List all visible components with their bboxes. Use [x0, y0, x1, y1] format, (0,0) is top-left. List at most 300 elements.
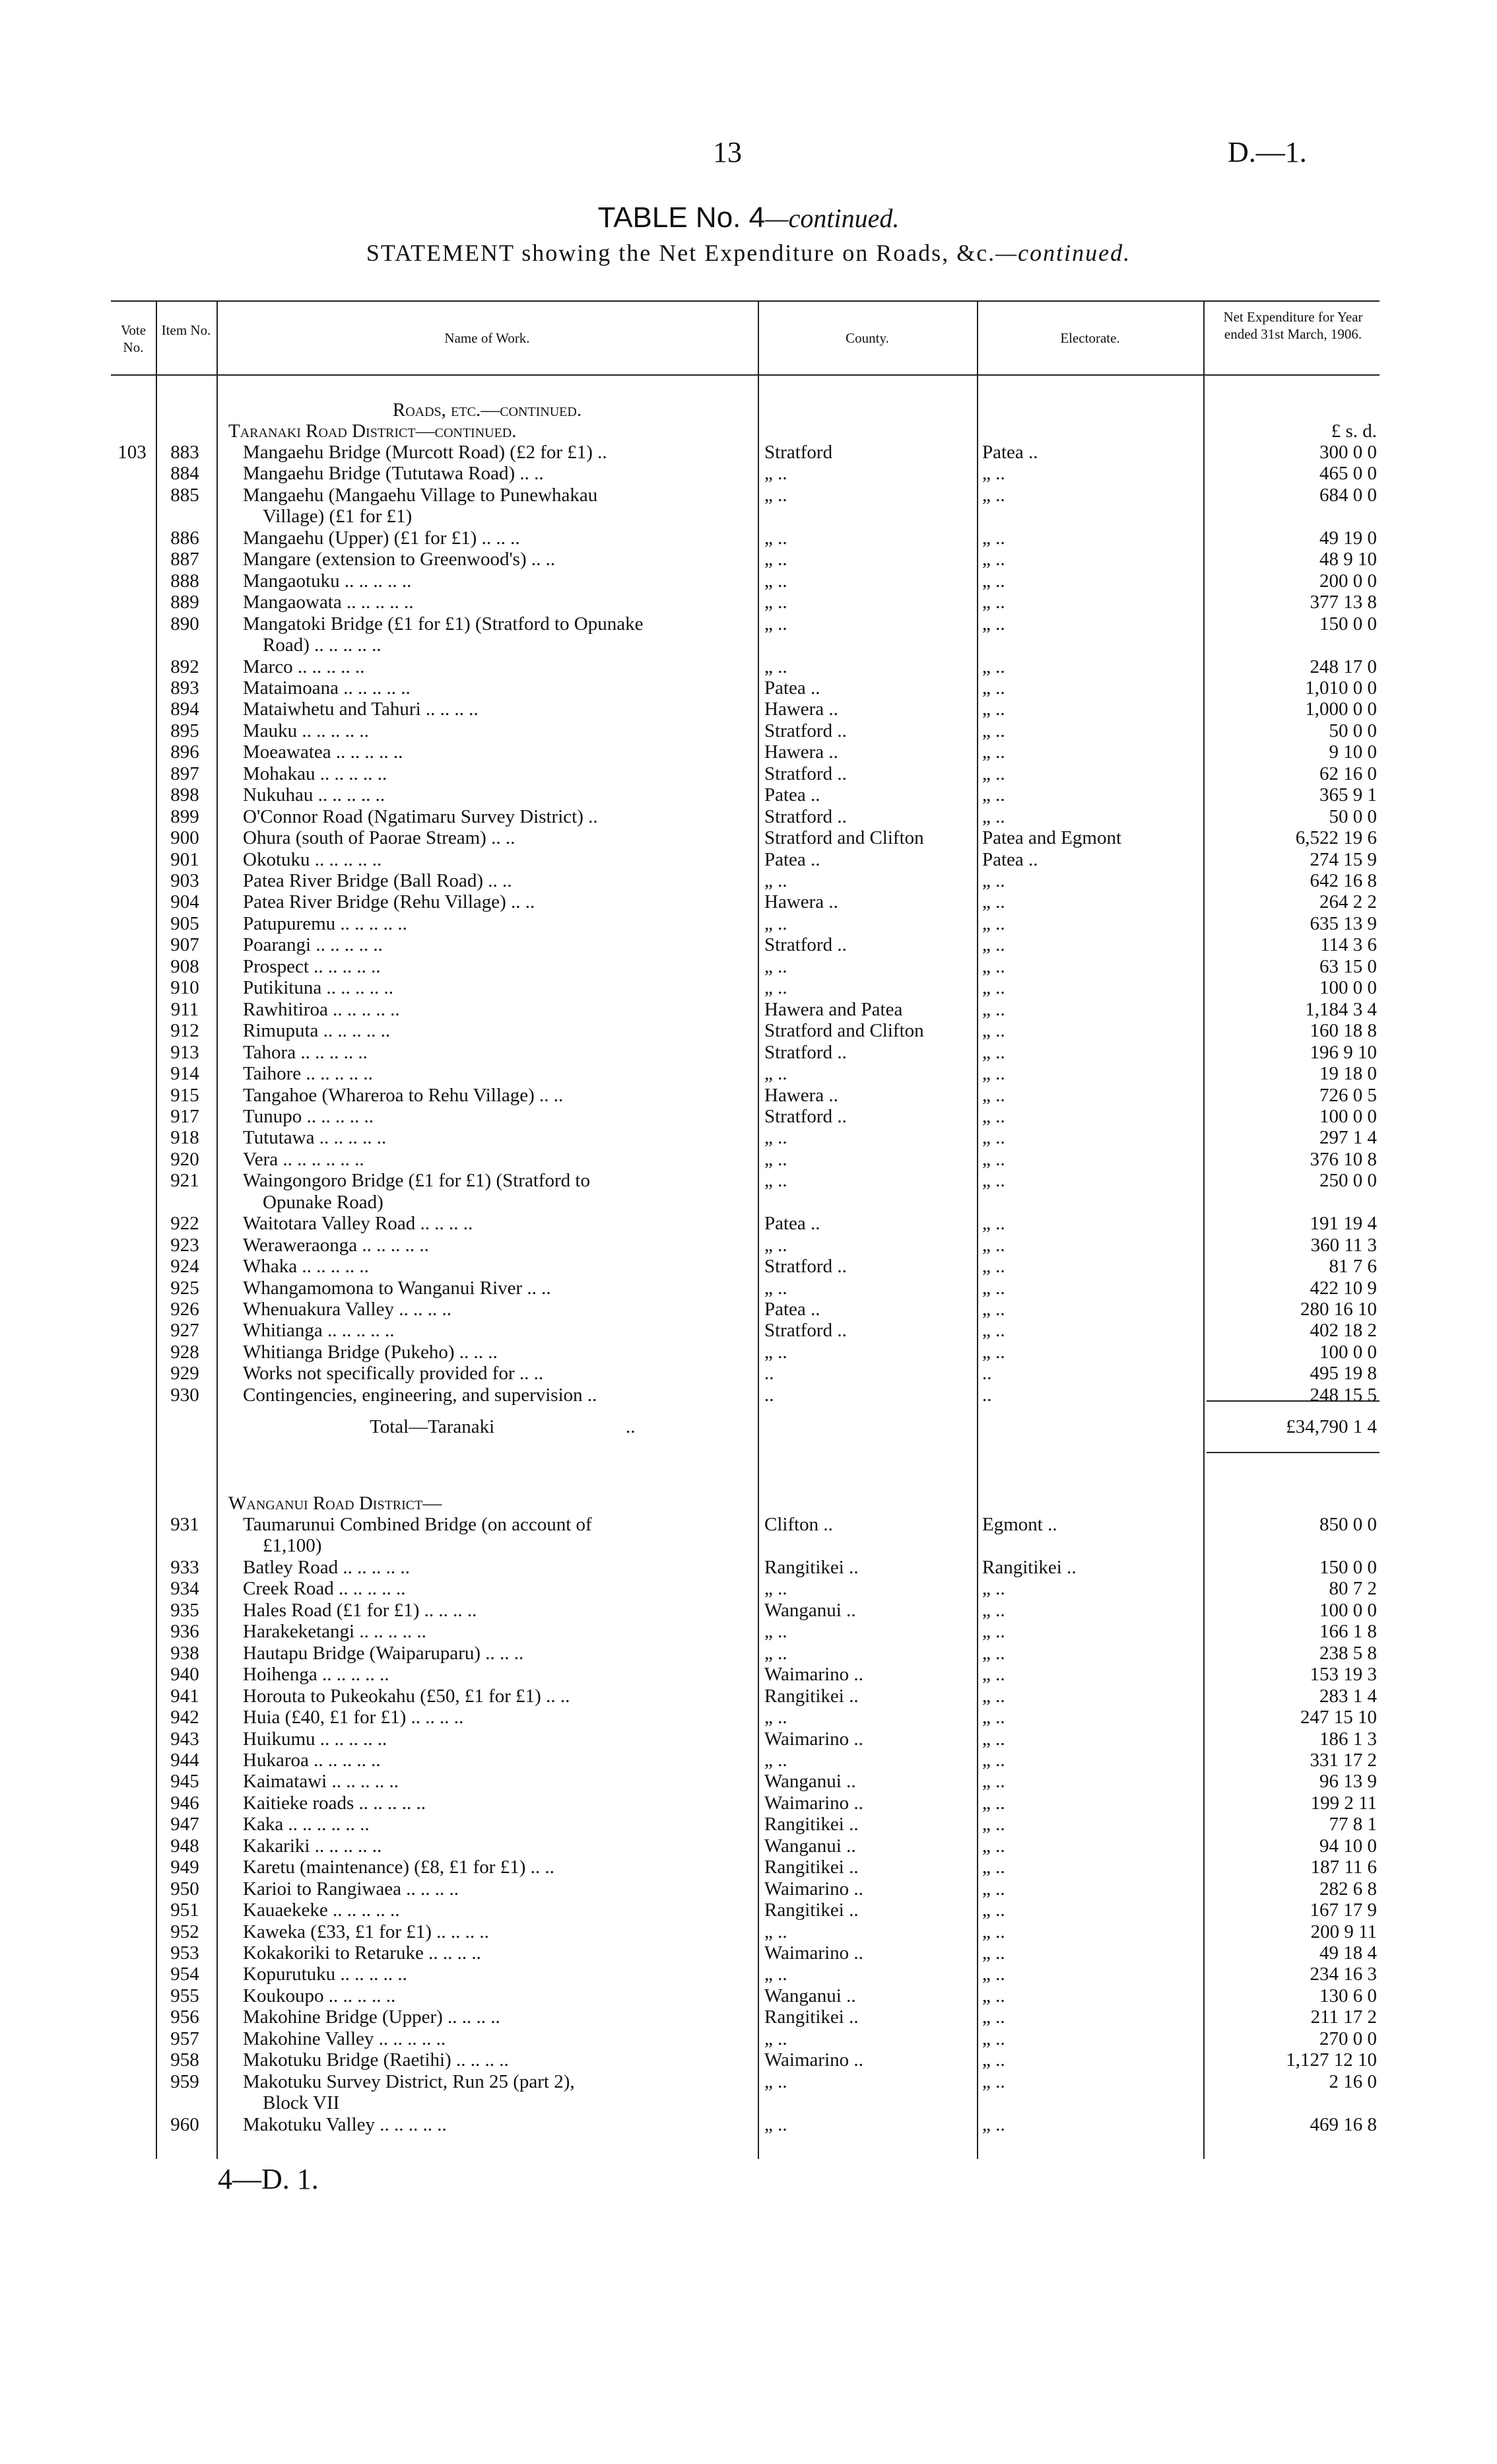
- electorate-cell: „ ..: [982, 1899, 1005, 1921]
- net-expenditure-cell: 422 10 9: [1310, 1277, 1377, 1299]
- electorate-cell: „ ..: [982, 2006, 1005, 2028]
- work-name-cell: Waingongoro Bridge (£1 for £1) (Stratford to: [243, 1170, 590, 1192]
- electorate-cell: „ ..: [982, 1921, 1005, 1942]
- work-name-cell: Mangaowata .. .. .. .. ..: [243, 592, 414, 613]
- electorate-cell: „ ..: [982, 1685, 1005, 1707]
- county-cell: „ ..: [764, 2070, 787, 2092]
- net-expenditure-cell: 360 11 3: [1310, 1234, 1377, 1256]
- net-expenditure-cell: 1,184 3 4: [1305, 998, 1377, 1020]
- total-rule: [1207, 1400, 1380, 1402]
- county-cell: „ ..: [764, 870, 787, 891]
- table-row: [111, 934, 1380, 955]
- work-name-cell: Makotuku Bridge (Raetihi) .. .. .. ..: [243, 2049, 509, 2071]
- work-name-cell: Hukaroa .. .. .. .. ..: [243, 1749, 381, 1771]
- county-cell: „ ..: [764, 1277, 787, 1299]
- work-name-cell: Huia (£40, £1 for £1) .. .. .. ..: [243, 1707, 464, 1728]
- table-row: [111, 763, 1380, 784]
- work-name-cell: Karetu (maintenance) (£8, £1 for £1) .. ..: [243, 1857, 554, 1878]
- item-number-cell: 922: [170, 1213, 199, 1235]
- item-number-cell: 898: [170, 784, 199, 806]
- county-cell: „ ..: [764, 527, 787, 549]
- net-expenditure-cell: 19 18 0: [1319, 1063, 1377, 1085]
- net-expenditure-cell: 150 0 0: [1319, 1556, 1377, 1578]
- table-row: [111, 2028, 1380, 2049]
- net-expenditure-cell: 100 0 0: [1319, 1105, 1377, 1127]
- item-number-cell: 913: [170, 1041, 199, 1063]
- table-subtitle: [0, 239, 1497, 267]
- county-cell: Stratford ..: [764, 720, 847, 741]
- work-name-cell: Mangaehu Bridge (Tututawa Road) .. ..: [243, 463, 544, 485]
- electorate-cell: „ ..: [982, 741, 1005, 763]
- electorate-cell: „ ..: [982, 1642, 1005, 1664]
- work-name-cell: Patea River Bridge (Ball Road) .. ..: [243, 870, 512, 891]
- table-row: [111, 1921, 1380, 1942]
- table-row: [111, 549, 1380, 570]
- table-row: [111, 1299, 1380, 1320]
- item-number-cell: 914: [170, 1063, 199, 1085]
- table-row: [111, 1149, 1380, 1170]
- electorate-cell: Patea ..: [982, 442, 1038, 463]
- net-expenditure-cell: 166 1 8: [1319, 1621, 1377, 1643]
- net-expenditure-cell: 274 15 9: [1310, 848, 1377, 870]
- work-name-cell: Makohine Bridge (Upper) .. .. .. ..: [243, 2006, 500, 2028]
- table-row: [111, 741, 1380, 763]
- work-name-cell: Taihore .. .. .. .. ..: [243, 1063, 373, 1085]
- county-cell: Waimarino ..: [764, 1792, 863, 1814]
- county-cell: Stratford ..: [764, 1105, 847, 1127]
- electorate-cell: Rangitikei ..: [982, 1556, 1077, 1578]
- county-cell: „ ..: [764, 1621, 787, 1643]
- work-name-cell: Nukuhau .. .. .. .. ..: [243, 784, 385, 806]
- electorate-cell: „ ..: [982, 656, 1005, 677]
- county-cell: Rangitikei ..: [764, 1556, 859, 1578]
- net-expenditure-cell: 264 2 2: [1319, 891, 1377, 913]
- work-name-cell: Hoihenga .. .. .. .. ..: [243, 1664, 389, 1686]
- work-name-cell: Rimuputa .. .. .. .. ..: [243, 1020, 391, 1042]
- item-number-cell: 895: [170, 720, 199, 741]
- table-row: [111, 1707, 1380, 1728]
- electorate-cell: „ ..: [982, 1878, 1005, 1899]
- electorate-cell: „ ..: [982, 1792, 1005, 1814]
- work-name-cell: Works not specifically provided for .. ..: [243, 1363, 544, 1385]
- table-row: [111, 1964, 1380, 1985]
- county-cell: „ ..: [764, 484, 787, 506]
- work-name-cell: Vera .. .. .. .. .. ..: [243, 1148, 364, 1170]
- county-cell: Stratford ..: [764, 805, 847, 827]
- work-name-cell: Mataimoana .. .. .. .. ..: [243, 677, 411, 699]
- item-number-cell: 934: [170, 1578, 199, 1600]
- county-cell: Patea ..: [764, 677, 820, 699]
- table-row: [111, 2092, 1380, 2113]
- currency-header: £ s. d.: [1331, 421, 1377, 442]
- item-number-cell: 951: [170, 1899, 199, 1921]
- item-number-cell: 943: [170, 1728, 199, 1750]
- net-expenditure-cell: 1,127 12 10: [1286, 2049, 1377, 2071]
- electorate-cell: „ ..: [982, 1277, 1005, 1299]
- county-cell: Patea ..: [764, 784, 820, 806]
- table-row: [111, 1621, 1380, 1642]
- net-expenditure-cell: 160 18 8: [1310, 1020, 1377, 1042]
- county-cell: „ ..: [764, 1964, 787, 1985]
- net-expenditure-cell: 6,522 19 6: [1295, 827, 1377, 849]
- item-number-cell: 897: [170, 763, 199, 784]
- work-name-cell: Kaweka (£33, £1 for £1) .. .. .. ..: [243, 1921, 489, 1942]
- work-name-cell: Horouta to Pukeokahu (£50, £1 for £1) .. ..: [243, 1685, 570, 1707]
- table-row: [111, 2049, 1380, 2070]
- item-number-cell: 886: [170, 527, 199, 549]
- county-cell: „ ..: [764, 912, 787, 934]
- work-name-cell: Block VII: [263, 2092, 340, 2114]
- electorate-cell: „ ..: [982, 1127, 1005, 1149]
- county-cell: Stratford ..: [764, 1041, 847, 1063]
- county-cell: „ ..: [764, 1642, 787, 1664]
- table-row: [111, 1063, 1380, 1084]
- table-row: [111, 570, 1380, 592]
- net-expenditure-cell: 248 17 0: [1310, 656, 1377, 677]
- work-name-cell: Mangaehu (Mangaehu Village to Punewhakau: [243, 484, 598, 506]
- work-name-cell: Okotuku .. .. .. .. ..: [243, 848, 382, 870]
- item-number-cell: 889: [170, 592, 199, 613]
- electorate-cell: „ ..: [982, 1256, 1005, 1278]
- county-cell: „ ..: [764, 955, 787, 977]
- county-cell: Rangitikei ..: [764, 1857, 859, 1878]
- electorate-cell: „ ..: [982, 2049, 1005, 2071]
- item-number-cell: 892: [170, 656, 199, 677]
- county-cell: Stratford and Clifton: [764, 1020, 924, 1042]
- work-name-cell: Hautapu Bridge (Waiparuparu) .. .. ..: [243, 1642, 524, 1664]
- electorate-cell: „ ..: [982, 1664, 1005, 1686]
- item-number-cell: 911: [170, 998, 199, 1020]
- net-expenditure-cell: 191 19 4: [1310, 1213, 1377, 1235]
- county-cell: Stratford: [764, 442, 833, 463]
- electorate-cell: „ ..: [982, 1105, 1005, 1127]
- item-number-cell: 920: [170, 1148, 199, 1170]
- net-expenditure-cell: 282 6 8: [1319, 1878, 1377, 1899]
- county-cell: Rangitikei ..: [764, 1685, 859, 1707]
- item-number-cell: 918: [170, 1127, 199, 1149]
- table-title: [0, 201, 1497, 234]
- electorate-cell: „ ..: [982, 1835, 1005, 1857]
- item-number-cell: 925: [170, 1277, 199, 1299]
- table-row: [111, 1686, 1380, 1707]
- item-number-cell: 940: [170, 1664, 199, 1686]
- net-expenditure-cell: 250 0 0: [1319, 1170, 1377, 1192]
- county-cell: Hawera ..: [764, 741, 838, 763]
- electorate-cell: „ ..: [982, 1964, 1005, 1985]
- work-name-cell: Kakariki .. .. .. .. ..: [243, 1835, 382, 1857]
- net-expenditure-cell: 365 9 1: [1319, 784, 1377, 806]
- county-cell: „ ..: [764, 592, 787, 613]
- electorate-cell: „ ..: [982, 1063, 1005, 1085]
- county-cell: Hawera ..: [764, 1084, 838, 1106]
- table-row: [111, 592, 1380, 613]
- electorate-cell: „ ..: [982, 484, 1005, 506]
- work-name-cell: Huikumu .. .. .. .. ..: [243, 1728, 387, 1750]
- net-expenditure-cell: 81 7 6: [1329, 1256, 1377, 1278]
- work-name-cell: Opunake Road): [263, 1191, 383, 1213]
- district-heading-row: [111, 1493, 1380, 1514]
- electorate-cell: Patea and Egmont: [982, 827, 1122, 849]
- electorate-cell: „ ..: [982, 1942, 1005, 1964]
- county-cell: „ ..: [764, 570, 787, 592]
- item-number-cell: 941: [170, 1685, 199, 1707]
- table-row: [111, 977, 1380, 998]
- item-number-cell: 944: [170, 1749, 199, 1771]
- item-number-cell: 935: [170, 1599, 199, 1621]
- wanganui-heading: Wanganui Road District—: [228, 1493, 442, 1514]
- county-cell: „ ..: [764, 613, 787, 634]
- item-number-cell: 957: [170, 2028, 199, 2049]
- table-row: [111, 506, 1380, 527]
- electorate-cell: „ ..: [982, 1041, 1005, 1063]
- work-name-cell: Batley Road .. .. .. .. ..: [243, 1556, 410, 1578]
- item-number-cell: 890: [170, 613, 199, 634]
- table-row: [111, 849, 1380, 870]
- expenditure-table: [111, 300, 1380, 2159]
- electorate-cell: „ ..: [982, 463, 1005, 485]
- electorate-cell: Patea ..: [982, 848, 1038, 870]
- item-number-cell: 942: [170, 1707, 199, 1728]
- table-row: [111, 1085, 1380, 1106]
- electorate-cell: „ ..: [982, 2113, 1005, 2135]
- net-expenditure-cell: 238 5 8: [1319, 1642, 1377, 1664]
- header-vote: Vote No.: [120, 322, 147, 355]
- table-row: [111, 913, 1380, 934]
- work-name-cell: Whitianga Bridge (Pukeho) .. .. ..: [243, 1341, 498, 1363]
- item-number-cell: 958: [170, 2049, 199, 2071]
- item-number-cell: 930: [170, 1384, 199, 1406]
- electorate-cell: „ ..: [982, 1814, 1005, 1835]
- table-title-continued: —continued.: [765, 203, 900, 233]
- work-name-cell: Kauaekeke .. .. .. .. ..: [243, 1899, 400, 1921]
- electorate-cell: „ ..: [982, 763, 1005, 784]
- table-row: [111, 1106, 1380, 1127]
- net-expenditure-cell: 200 0 0: [1319, 570, 1377, 592]
- net-expenditure-cell: 186 1 3: [1319, 1728, 1377, 1750]
- county-cell: „ ..: [764, 977, 787, 999]
- net-expenditure-cell: 211 17 2: [1310, 2006, 1377, 2028]
- item-number-cell: 921: [170, 1170, 199, 1192]
- item-number-cell: 896: [170, 741, 199, 763]
- work-name-cell: Makotuku Survey District, Run 25 (part 2),: [243, 2070, 575, 2092]
- electorate-cell: „ ..: [982, 1749, 1005, 1771]
- work-name-cell: Kaka .. .. .. .. .. ..: [243, 1814, 370, 1835]
- net-expenditure-cell: 200 9 11: [1310, 1921, 1377, 1942]
- work-name-cell: Mangaehu Bridge (Murcott Road) (£2 for £1) ..: [243, 442, 607, 463]
- electorate-cell: „ ..: [982, 592, 1005, 613]
- county-cell: „ ..: [764, 1148, 787, 1170]
- electorate-cell: „ ..: [982, 613, 1005, 634]
- net-expenditure-cell: 167 17 9: [1310, 1899, 1377, 1921]
- net-expenditure-cell: 726 0 5: [1319, 1084, 1377, 1106]
- net-expenditure-cell: 2 16 0: [1329, 2070, 1377, 2092]
- net-expenditure-cell: 331 17 2: [1310, 1749, 1377, 1771]
- electorate-cell: „ ..: [982, 870, 1005, 891]
- table-top-rule: [111, 300, 1380, 302]
- item-number-cell: 946: [170, 1792, 199, 1814]
- work-name-cell: Tunupo .. .. .. .. ..: [243, 1105, 374, 1127]
- work-name-cell: Taumarunui Combined Bridge (on account of: [243, 1514, 592, 1535]
- item-number-cell: 953: [170, 1942, 199, 1964]
- net-expenditure-cell: 1,000 0 0: [1305, 699, 1377, 720]
- work-name-cell: Creek Road .. .. .. .. ..: [243, 1578, 406, 1600]
- electorate-cell: „ ..: [982, 720, 1005, 741]
- net-expenditure-cell: 850 0 0: [1319, 1514, 1377, 1535]
- net-expenditure-cell: 495 19 8: [1310, 1363, 1377, 1385]
- total-bottom-rule: [1207, 1452, 1380, 1453]
- total-dots: ..: [626, 1416, 636, 1437]
- work-name-cell: Road) .. .. .. .. ..: [263, 634, 382, 656]
- table-row: [111, 528, 1380, 549]
- net-expenditure-cell: 150 0 0: [1319, 613, 1377, 634]
- total-label: Total—Taranaki: [370, 1416, 495, 1437]
- work-name-cell: Tangahoe (Whareroa to Rehu Village) .. ..: [243, 1084, 564, 1106]
- table-row: [111, 463, 1380, 484]
- table-row: [111, 1235, 1380, 1256]
- work-name-cell: Mangaehu (Upper) (£1 for £1) .. .. ..: [243, 527, 520, 549]
- item-number-cell: 950: [170, 1878, 199, 1899]
- item-number-cell: 883: [170, 442, 199, 463]
- electorate-cell: „ ..: [982, 1234, 1005, 1256]
- work-name-cell: Village) (£1 for £1): [263, 506, 413, 528]
- electorate-cell: „ ..: [982, 1707, 1005, 1728]
- item-number-cell: 954: [170, 1964, 199, 1985]
- work-name-cell: Harakeketangi .. .. .. .. ..: [243, 1621, 426, 1643]
- work-name-cell: Whaka .. .. .. .. ..: [243, 1256, 369, 1278]
- electorate-cell: „ ..: [982, 784, 1005, 806]
- table-row: [111, 656, 1380, 677]
- table-row: [111, 827, 1380, 848]
- item-number-cell: 907: [170, 934, 199, 956]
- table-row: [111, 1942, 1380, 1964]
- net-expenditure-cell: 465 0 0: [1319, 463, 1377, 485]
- net-expenditure-cell: 62 16 0: [1319, 763, 1377, 784]
- net-expenditure-cell: 49 18 4: [1319, 1942, 1377, 1964]
- table-row: [111, 1793, 1380, 1814]
- work-name-cell: Marco .. .. .. .. ..: [243, 656, 365, 677]
- total-row: [111, 1416, 1380, 1437]
- item-number-cell: 929: [170, 1363, 199, 1385]
- work-name-cell: Makohine Valley .. .. .. .. ..: [243, 2028, 446, 2049]
- electorate-cell: „ ..: [982, 527, 1005, 549]
- electorate-cell: „ ..: [982, 1084, 1005, 1106]
- work-name-cell: Rawhitiroa .. .. .. .. ..: [243, 998, 400, 1020]
- county-cell: Hawera and Patea: [764, 998, 903, 1020]
- county-cell: Stratford ..: [764, 1256, 847, 1278]
- header-item: Item No.: [161, 322, 211, 338]
- item-number-cell: 893: [170, 677, 199, 699]
- county-cell: Stratford ..: [764, 934, 847, 956]
- net-expenditure-cell: 63 15 0: [1319, 955, 1377, 977]
- county-cell: „ ..: [764, 1921, 787, 1942]
- county-cell: „ ..: [764, 2028, 787, 2049]
- work-name-cell: Kopurutuku .. .. .. .. ..: [243, 1964, 407, 1985]
- item-number-cell: 917: [170, 1105, 199, 1127]
- net-expenditure-cell: 49 19 0: [1319, 527, 1377, 549]
- work-name-cell: Whitianga .. .. .. .. ..: [243, 1320, 395, 1342]
- table-row: [111, 1899, 1380, 1921]
- item-number-cell: 959: [170, 2070, 199, 2092]
- work-name-cell: Mohakau .. .. .. .. ..: [243, 763, 387, 784]
- item-number-cell: 888: [170, 570, 199, 592]
- electorate-cell: „ ..: [982, 1320, 1005, 1342]
- table-row: [111, 1170, 1380, 1191]
- item-number-cell: 899: [170, 805, 199, 827]
- net-expenditure-cell: 50 0 0: [1329, 720, 1377, 741]
- header-net-expenditure: Net Expenditure for Year ended 31st March, 1906.: [1223, 309, 1363, 342]
- table-row: [111, 806, 1380, 827]
- county-cell: „ ..: [764, 1341, 787, 1363]
- item-number-cell: 912: [170, 1020, 199, 1042]
- work-name-cell: Hales Road (£1 for £1) .. .. .. ..: [243, 1599, 477, 1621]
- county-cell: Patea ..: [764, 1299, 820, 1320]
- net-expenditure-cell: 297 1 4: [1319, 1127, 1377, 1149]
- work-name-cell: Mataiwhetu and Tahuri .. .. .. ..: [243, 699, 479, 720]
- table-subtitle-text: STATEMENT showing the Net Expenditure on Roads, &c.: [366, 240, 996, 266]
- page-number: 13: [713, 136, 742, 168]
- table-row: [111, 1835, 1380, 1857]
- county-cell: Wanganui ..: [764, 1599, 856, 1621]
- item-number-cell: 885: [170, 484, 199, 506]
- county-cell: Patea ..: [764, 848, 820, 870]
- page-footer: 4—D. 1.: [218, 2163, 319, 2195]
- electorate-cell: „ ..: [982, 912, 1005, 934]
- table-row: [111, 784, 1380, 805]
- work-name-cell: Whenuakura Valley .. .. .. ..: [243, 1299, 451, 1320]
- table-row: [111, 1213, 1380, 1234]
- county-cell: Waimarino ..: [764, 1942, 863, 1964]
- electorate-cell: „ ..: [982, 891, 1005, 913]
- work-name-cell: Karioi to Rangiwaea .. .. .. ..: [243, 1878, 459, 1899]
- electorate-cell: „ ..: [982, 1621, 1005, 1643]
- electorate-cell: „ ..: [982, 570, 1005, 592]
- net-expenditure-cell: 100 0 0: [1319, 1341, 1377, 1363]
- header-electorate: Electorate.: [1060, 330, 1120, 346]
- table-row: [111, 1728, 1380, 1750]
- net-expenditure-cell: 96 13 9: [1319, 1771, 1377, 1793]
- table-row: [111, 1342, 1380, 1363]
- county-cell: Clifton ..: [764, 1514, 833, 1535]
- net-expenditure-cell: 199 2 11: [1310, 1792, 1377, 1814]
- work-name-cell: Mauku .. .. .. .. ..: [243, 720, 369, 741]
- county-cell: Waimarino ..: [764, 1728, 863, 1750]
- net-expenditure-cell: 1,010 0 0: [1305, 677, 1377, 699]
- county-cell: Wanganui ..: [764, 1985, 856, 2006]
- item-number-cell: 952: [170, 1921, 199, 1942]
- county-cell: Rangitikei ..: [764, 1814, 859, 1835]
- net-expenditure-cell: 94 10 0: [1319, 1835, 1377, 1857]
- county-cell: Stratford ..: [764, 763, 847, 784]
- table-row: [111, 891, 1380, 912]
- net-expenditure-cell: 153 19 3: [1310, 1664, 1377, 1686]
- table-row: [111, 1256, 1380, 1277]
- net-expenditure-cell: 247 15 10: [1300, 1707, 1377, 1728]
- work-name-cell: Koukoupo .. .. .. .. ..: [243, 1985, 396, 2006]
- work-name-cell: Prospect .. .. .. .. ..: [243, 955, 381, 977]
- item-number-cell: 933: [170, 1556, 199, 1578]
- item-number-cell: 945: [170, 1771, 199, 1793]
- work-name-cell: Contingencies, engineering, and supervision ..: [243, 1384, 597, 1406]
- net-expenditure-cell: 100 0 0: [1319, 977, 1377, 999]
- table-row: [111, 1643, 1380, 1664]
- table-row: [111, 2006, 1380, 2028]
- net-expenditure-cell: 270 0 0: [1319, 2028, 1377, 2049]
- item-number-cell: 936: [170, 1621, 199, 1643]
- item-number-cell: 901: [170, 848, 199, 870]
- electorate-cell: „ ..: [982, 955, 1005, 977]
- item-number-cell: 900: [170, 827, 199, 849]
- table-row: [111, 870, 1380, 891]
